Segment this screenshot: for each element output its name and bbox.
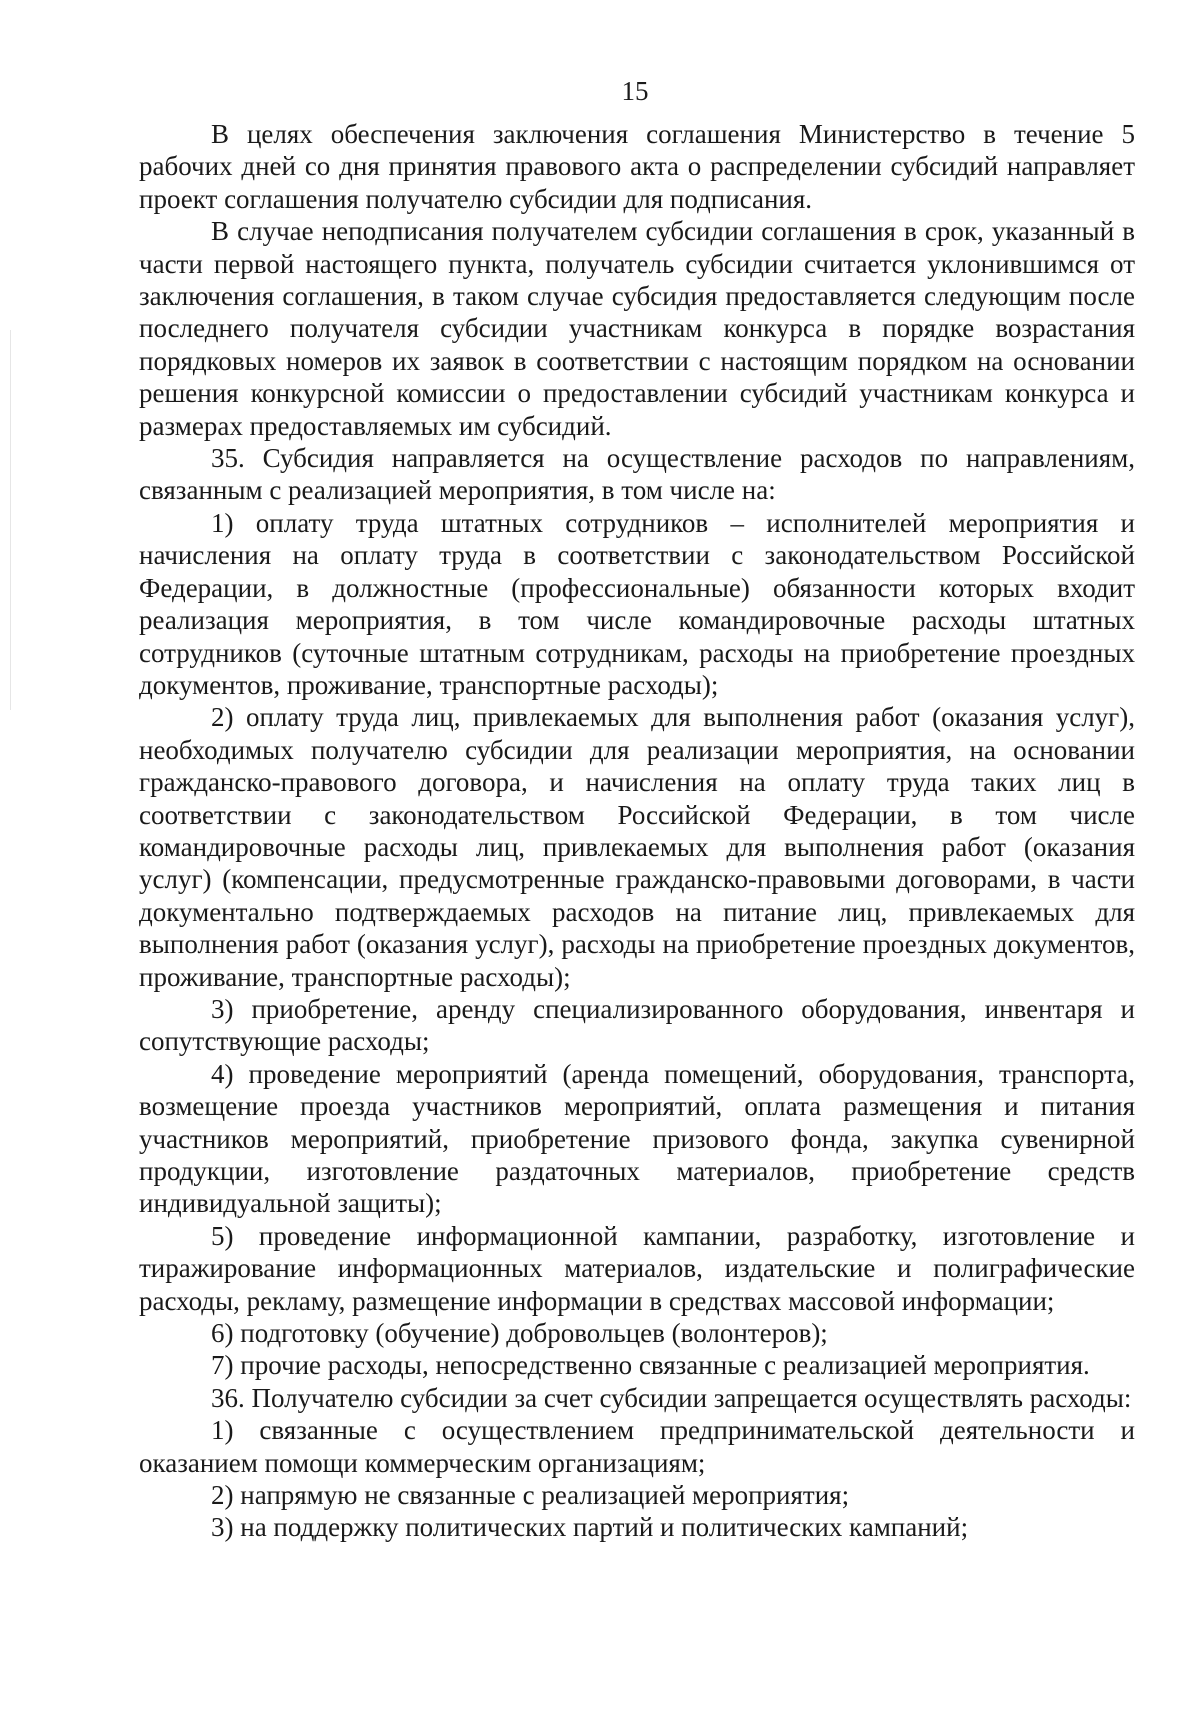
list-item-35-7: 7) прочие расходы, непосредственно связанные с реализацией мероприятия. [211,1350,1090,1381]
paragraph-agreement-sending: В целях обеспечения заключения соглашения Министерство в течение 5 рабочих дней со дня принятия правового акта о распределении субсидий направляет проект соглашения получателю субсидии для подписания. [139,119,1135,214]
list-item-36-2: 2) напрямую не связанные с реализацией мероприятия; [211,1480,850,1511]
paragraph-item-36: 36. Получателю субсидии за счет субсидии запрещается осуществлять расходы: [211,1382,1132,1413]
page-number: 15 [621,76,649,106]
list-item-35-4: 4) проведение мероприятий (аренда помещений, оборудования, транспорта, возмещение проезда участников мероприятий, оплата размещения и питания участников мероприятий, приобретение призового фонда, закупка сувенирной продукции, изготовление раздаточных материалов, приобретение средств индивидуальной защиты); [139,1058,1135,1219]
list-item-35-3: 3) приобретение, аренду специализированного оборудования, инвентаря и сопутствующие расходы; [139,993,1135,1057]
list-item-35-2: 2) оплату труда лиц, привлекаемых для выполнения работ (оказания услуг), необходимых получателю субсидии для реализации мероприятия, на основании гражданско-правового договора, и начисления на оплату труда таких лиц в соответствии с законодательством Российской Федерации, в том числе командировочные расходы лиц, привлекаемых для выполнения работ (оказания услуг) (компенсации, предусмотренные гражданско-правовыми договорами, в части документально подтверждаемых расходов на питание лиц, привлекаемых для выполнения работ (оказания услуг), расходы на приобретение проездных документов, проживание, транспортные расходы); [139,702,1135,992]
list-item-36-1: 1) связанные с осуществлением предпринимательской деятельности и оказанием помощи коммерческим организациям; [139,1415,1135,1478]
paragraph-agreement-refusal: В случае неподписания получателем субсидии соглашения в срок, указанный в части первой настоящего пункта, получатель субсидии считается уклонившимся от заключения соглашения, в таком случае субсидия предоставляется следующим после последнего получателя субсидии участникам конкурса в порядке возрастания порядковых номеров их заявок в соответствии с настоящим порядком на основании решения конкурсной комиссии о предоставлении субсидий участникам конкурса и размерах предоставляемых им субсидий. [139,216,1135,441]
list-item-35-1: 1) оплату труда штатных сотрудников – исполнителей мероприятия и начисления на оплату труда в соответствии с законодательством Российской Федерации, в должностные (профессиональные) обязанности которых входит реализация мероприятия, в том числе командировочные расходы штатных сотрудников (суточные штатным сотрудникам, расходы на приобретение проездных документов, проживание, транспортные расходы); [139,507,1135,700]
scan-edge-mark [10,330,11,710]
list-item-35-6: 6) подготовку (обучение) добровольцев (волонтеров); [211,1318,828,1349]
list-item-36-3: 3) на поддержку политических партий и политических кампаний; [211,1512,969,1543]
paragraph-item-35: 35. Субсидия направляется на осуществление расходов по направлениям, связанным с реализацией мероприятия, в том числе на: [139,443,1135,506]
document-body [139,118,1135,1544]
list-item-35-5: 5) проведение информационной кампании, разработку, изготовление и тиражирование информационных материалов, издательские и полиграфические расходы, рекламу, размещение информации в средствах массовой информации; [139,1220,1135,1316]
